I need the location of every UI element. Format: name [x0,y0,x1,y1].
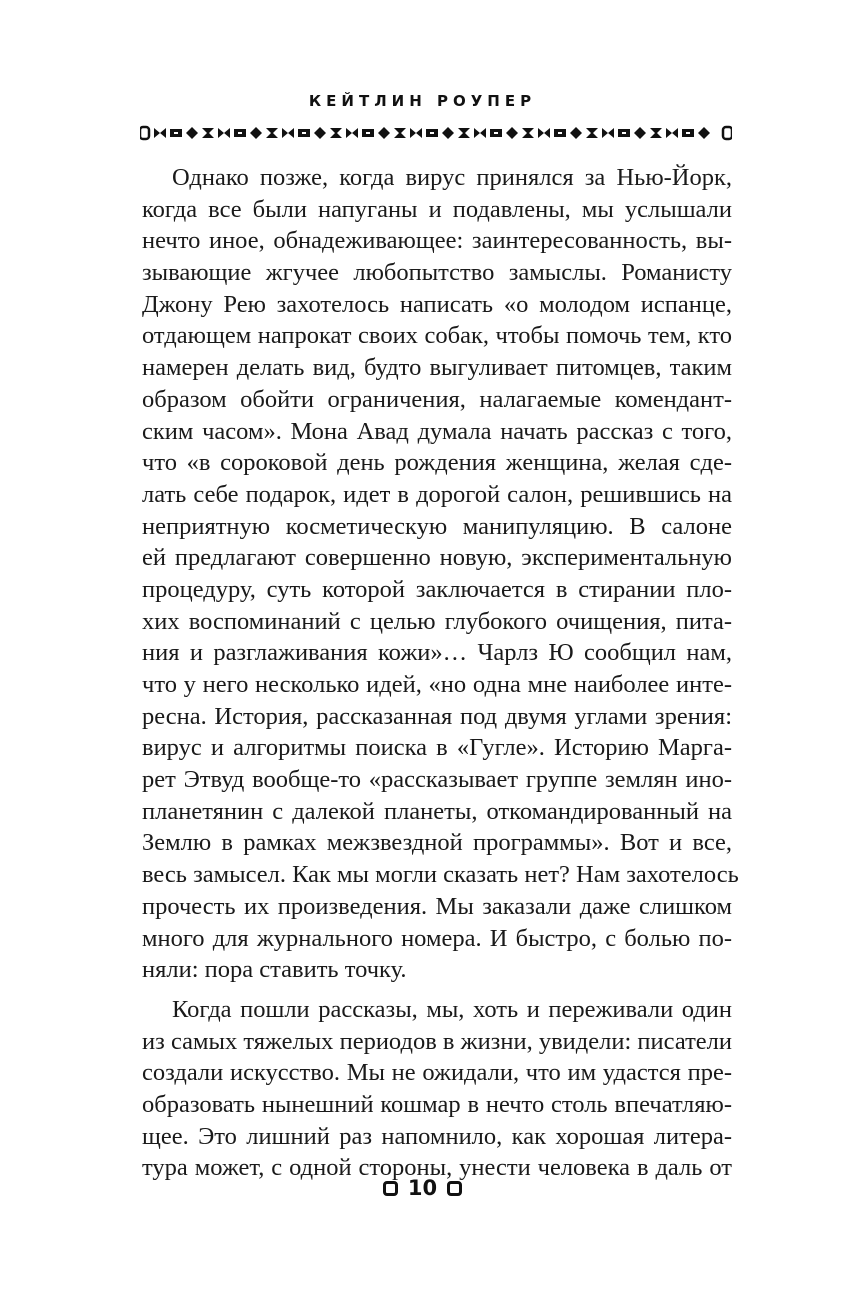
text-line: хих воспоминаний с целью глубокого очищения, пита- [142,607,732,635]
text-line: планетянин с далекой планеты, откомандированный на [142,797,732,825]
page-number: 10 [407,1176,438,1200]
text-line: отдающем напрокат своих собак, чтобы помочь тем, кто [142,322,732,350]
ornament-unit [394,128,406,138]
text-line: что «в сороковой день рождения женщина, желая сде- [142,449,732,477]
ornament-unit [186,127,198,139]
text-line: ским часом». Мона Авад думала начать рассказ с того, [142,417,732,445]
ornament-unit [202,128,214,138]
ornament-unit [666,128,678,138]
text-line: Землю в рамках межзвездной программы». Вот и все, [142,829,732,857]
ornament-unit [490,129,502,137]
text-line: когда все были напуганы и подавлены, мы услышали [142,195,732,223]
folio-right-square-icon [447,1181,462,1196]
ornament-unit [458,128,470,138]
ornament-unit [682,129,694,137]
ornament-unit [410,128,422,138]
ornament-unit [346,128,358,138]
ornament-unit [234,129,246,137]
text-line: образовать нынешний кошмар в нечто столь впечатляю- [142,1090,732,1118]
text-line: Джону Рею захотелось написать «о молодом испанце, [142,290,732,318]
text-line: создали искусство. Мы не ожидали, что им удастся пре- [142,1059,732,1087]
ornament-divider [140,124,732,142]
ornament-unit [298,129,310,137]
ornament-unit [362,129,374,137]
ornament-unit [250,127,262,139]
text-line: зывающие жгучее любопытство замыслы. Романисту [142,259,732,287]
ornament-unit [538,128,550,138]
text-line: много для журнального номера. И быстро, с болью по- [142,924,732,952]
ornament-unit [218,128,230,138]
text-line: рет Этвуд вообще-то «рассказывает группе землян ино- [142,766,732,794]
text-line: вирус и алгоритмы поиска в «Гугле». Историю Марга- [142,734,732,762]
ornament-unit [522,128,534,138]
ornament-unit [266,128,278,138]
ornament-unit [426,129,438,137]
text-line: образом обойти ограничения, налагаемые комендант- [142,385,732,413]
ornament-unit [698,127,710,139]
text-line: ей предлагают совершенно новую, экспериментальную [142,544,732,572]
text-line: лать себе подарок, идет в дорогой салон, решившись на [142,480,732,508]
text-line: весь замысел. Как мы могли сказать нет? Нам захотелось [142,861,739,889]
ornament-unit [618,129,630,137]
text-line: щее. Это лишний раз напомнило, как хорошая литера- [142,1122,732,1150]
ornament-unit [442,127,454,139]
text-line: Однако позже, когда вирус принялся за Нью-Йорк, [172,164,732,191]
paragraph [142,162,739,986]
body-text [142,162,739,1184]
text-line: няли: пора ставить точку. [142,956,407,984]
folio-left-square-icon [383,1181,398,1196]
page-footer [0,1176,845,1200]
ornament-unit [330,128,342,138]
ornament-unit [634,127,646,139]
text-line: что у него несколько идей, «но одна мне наиболее инте- [142,671,732,698]
text-line: Когда пошли рассказы, мы, хоть и переживали один [172,995,732,1023]
text-line: неприятную косметическую манипуляцию. В салоне [142,512,732,540]
paragraph [142,994,732,1184]
text-line: ресна. История, рассказанная под двумя углами зрения: [142,702,732,730]
ornament-unit [378,127,390,139]
text-line: ния и разглаживания кожи»… Чарлз Ю сообщил нам, [142,639,732,667]
text-line: намерен делать вид, будто выгуливает питомцев, таким [142,354,732,382]
text-line: из самых тяжелых периодов в жизни, увидели: писатели [142,1027,732,1055]
text-line: прочесть их произведения. Мы заказали даже слишком [142,892,732,920]
ornament-unit [570,127,582,139]
ornament-unit [602,128,614,138]
ornament-unit [586,128,598,138]
ornament-unit [554,129,566,137]
ornament-unit [506,127,518,139]
text-line: нечто иное, обнадеживающее: заинтересованность, вы- [142,227,732,255]
ornament-unit [154,128,166,138]
text-line: процедуру, суть которой заключается в стирании пло- [142,575,732,603]
ornament-unit [650,128,662,138]
ornament-unit [282,128,294,138]
ornament-unit [170,129,182,137]
ornament-unit [314,127,326,139]
ornament-unit [474,128,486,138]
running-head-author: КЕЙТЛИН РОУПЕР [308,92,537,110]
text-line: тура может, с одной стороны, унести человека в даль от [142,1154,732,1182]
